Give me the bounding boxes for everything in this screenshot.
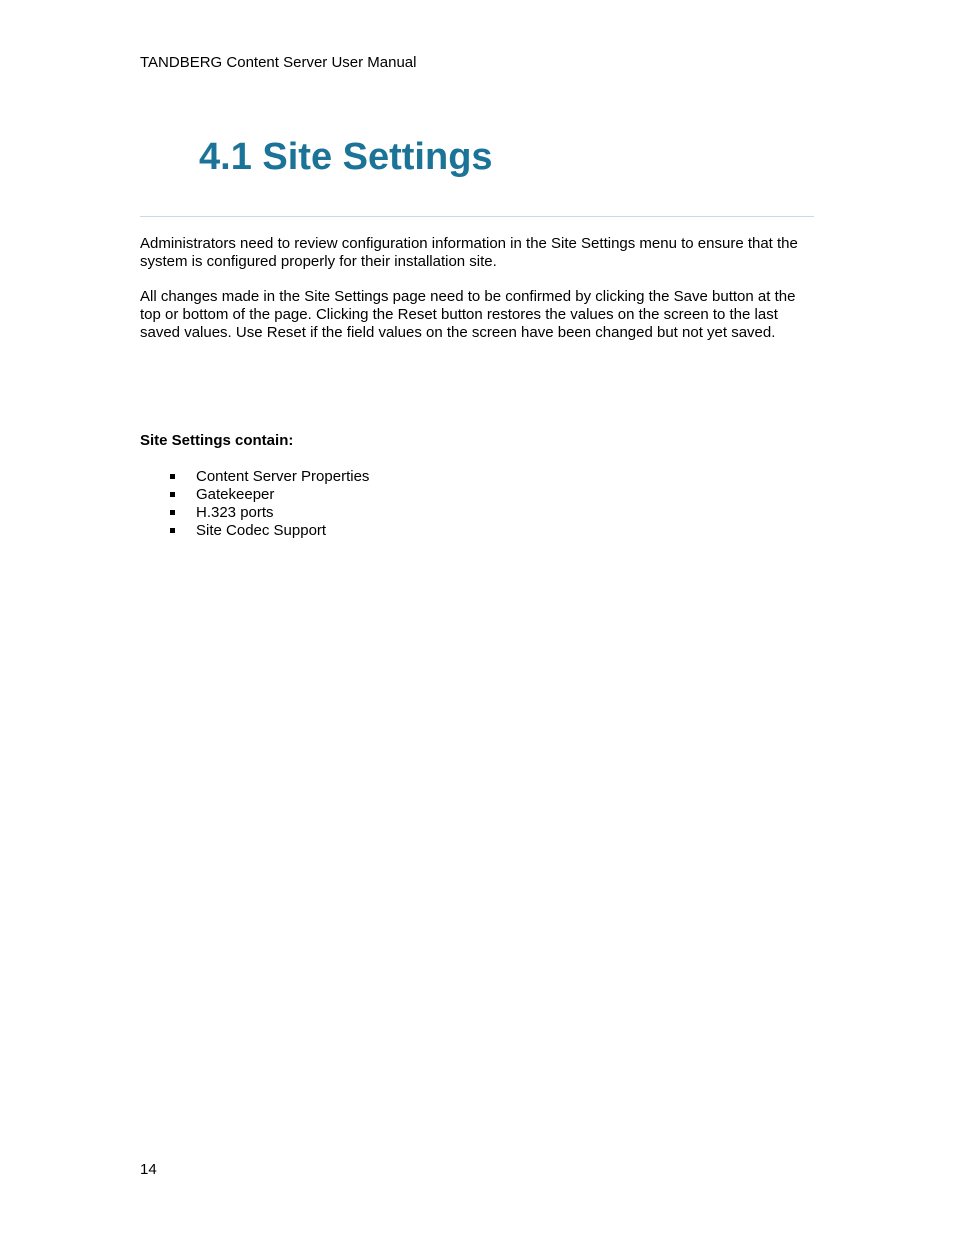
- list-heading: Site Settings contain:: [140, 432, 294, 449]
- running-header: TANDBERG Content Server User Manual: [140, 54, 417, 71]
- intro-paragraph: Administrators need to review configuration information in the Site Settings menu to ensure that the system is configured properly for their installation site.: [140, 235, 798, 270]
- section-title: 4.1 Site Settings: [199, 136, 493, 178]
- page-number: 14: [140, 1161, 157, 1178]
- square-bullet-icon: [170, 474, 175, 479]
- list-item-text: Gatekeeper: [196, 486, 275, 503]
- list-item-text: Content Server Properties: [196, 468, 370, 485]
- square-bullet-icon: [170, 510, 175, 515]
- square-bullet-icon: [170, 528, 175, 533]
- title-divider: [140, 216, 814, 217]
- square-bullet-icon: [170, 492, 175, 497]
- save-reset-paragraph: All changes made in the Site Settings page need to be confirmed by clicking the Save button at the top or bottom of the page. Clicking the Reset button restores the values on the screen to the last saved values. Use Reset if the field values on the screen have been changed but not yet saved.: [140, 288, 796, 341]
- list-item-text: H.323 ports: [196, 504, 274, 521]
- list-item-text: Site Codec Support: [196, 522, 327, 539]
